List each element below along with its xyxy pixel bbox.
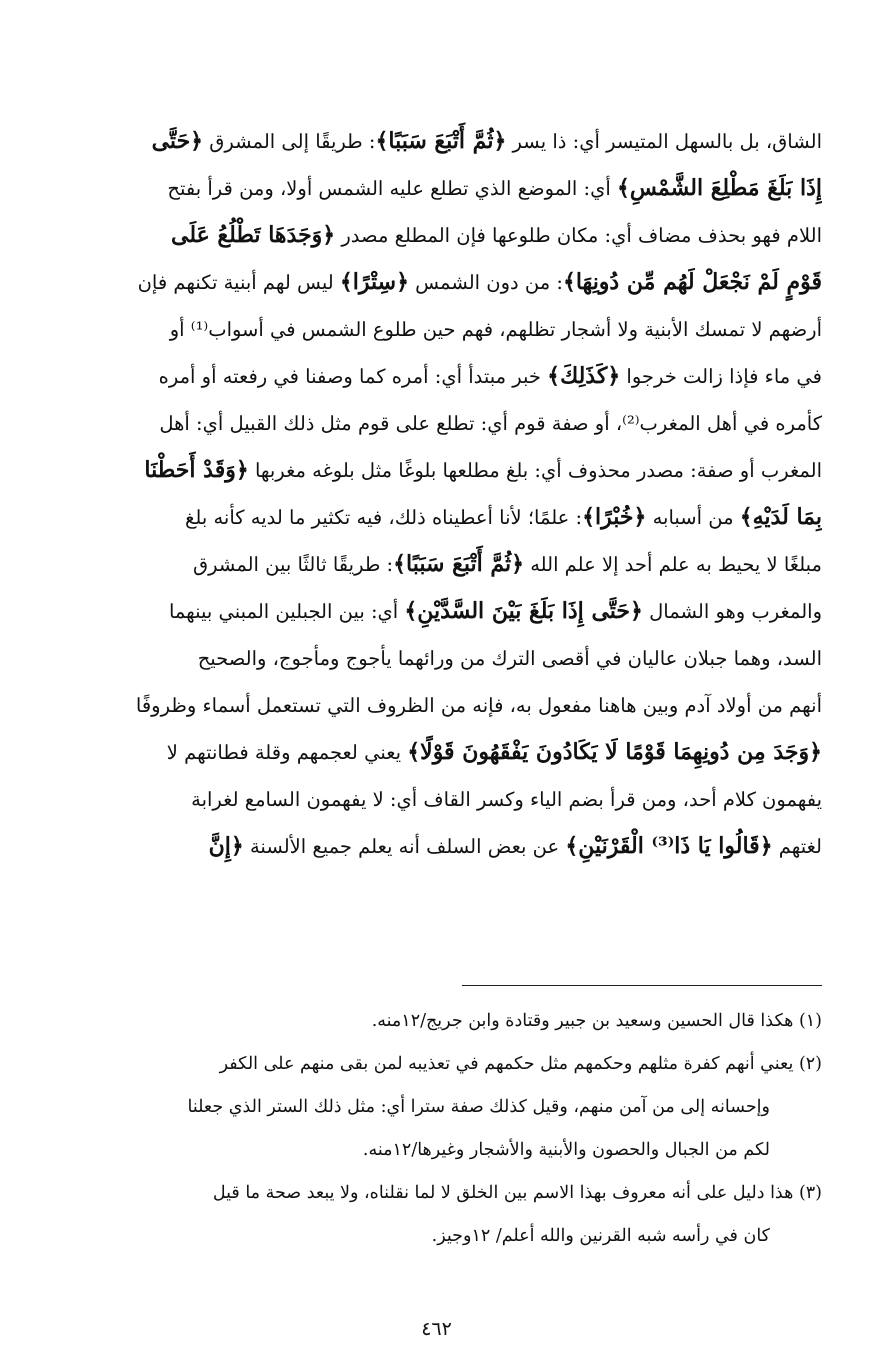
commentary-text: : من دون الشمس xyxy=(408,271,563,294)
text-line xyxy=(50,118,822,165)
commentary-text: أرضهم لا تمسك الأبنية ولا أشجار تظلهم، فهم حين طلوع الشمس في أسواب⁽¹⁾ أو xyxy=(169,318,822,341)
quran-quote: ﴿ثُمَّ أَتْبَعَ سَبَبًا﴾ xyxy=(393,551,525,577)
quran-quote: بِمَا لَدَيْهِ﴾ xyxy=(739,504,822,530)
quran-quote: ﴿حَتَّى xyxy=(151,128,204,154)
footnote-line xyxy=(50,1172,822,1215)
quran-quote: إِذَا بَلَغَ مَطْلِعَ الشَّمْسِ﴾ xyxy=(616,175,822,201)
quran-quote: ﴿إِنَّ xyxy=(208,833,244,859)
commentary-text: السد، وهما جبلان عاليان في أقصى الترك من ورائهما يأجوج ومأجوج، والصحيح xyxy=(197,647,822,670)
text-line xyxy=(50,494,822,541)
footnote xyxy=(50,1172,822,1258)
commentary-text: اللام فهو بحذف مضاف أي: مكان طلوعها فإن المطلع مصدر xyxy=(335,224,822,247)
text-line xyxy=(50,447,822,494)
commentary-text: الشاق، بل بالسهل المتيسر أي: ذا يسر xyxy=(506,130,822,153)
footnote-text: لكم من الجبال والحصون والأبنية والأشجار وغيرها/١٢منه. xyxy=(362,1140,770,1160)
text-line xyxy=(50,212,822,259)
commentary-text: مبلغًا لا يحيط به علم أحد إلا علم الله xyxy=(524,553,822,576)
commentary-text: لغتهم xyxy=(772,835,822,858)
main-text-block xyxy=(50,118,822,870)
text-line xyxy=(50,776,822,823)
footnote-line xyxy=(50,1043,822,1086)
commentary-text: يعني لعجمهم وقلة فطانتهم لا xyxy=(166,741,408,764)
quran-quote: ﴿قَالُوا يَا ذَا⁽³⁾ الْقَرْنَيْنِ﴾ xyxy=(565,833,773,859)
text-line xyxy=(50,541,822,588)
text-line xyxy=(50,353,822,400)
commentary-text: : علمًا؛ لأنا أعطيناه ذلك، فيه تكثير ما لديه كأنه بلغ xyxy=(185,506,583,529)
quran-quote: ﴿وَجَدَهَا تَطْلُعُ عَلَى xyxy=(170,222,336,248)
commentary-text: خبر مبتدأ أي: أمره كما وصفنا في رفعته أو أمره xyxy=(158,365,548,388)
commentary-text: أنهم من أولاد آدم وبين هاهنا مفعول به، فإنه من الظروف التي تستعمل أسماء وظروفًا xyxy=(135,694,822,717)
quran-quote: ﴿وَجَدَ مِن دُونِهِمَا قَوْمًا لَا يَكَادُونَ يَفْقَهُونَ قَوْلًا﴾ xyxy=(407,739,822,765)
quran-quote: ﴿حَتَّى إِذَا بَلَغَ بَيْنَ السَّدَّيْنِ﴾ xyxy=(404,598,643,624)
footnote-line xyxy=(50,1215,822,1258)
footnote-number: (٢) xyxy=(798,1054,822,1074)
commentary-text: : طريقًا ثالثًا بين المشرق xyxy=(193,553,394,576)
footnote-text: كان في رأسه شبه القرنين والله أعلم/ ١٢وجيز. xyxy=(431,1226,770,1246)
text-line xyxy=(50,400,822,447)
footnote-number: (٣) xyxy=(798,1183,822,1203)
text-line xyxy=(50,588,822,635)
footnotes-block xyxy=(50,1000,822,1258)
page-number: ٤٦٢ xyxy=(421,1318,452,1340)
text-line xyxy=(50,682,822,729)
footnote-line xyxy=(50,1086,822,1129)
footnote-text: هذا دليل على أنه معروف بهذا الاسم بين الخلق لا لما نقلناه، ولا يبعد صحة ما قيل xyxy=(212,1183,794,1203)
footnote-line xyxy=(50,1000,822,1043)
footnote-text: هكذا قال الحسين وسعيد بن جبير وقتادة وابن جريج/١٢منه. xyxy=(371,1011,794,1031)
commentary-text: في ماء فإذا زالت خرجوا xyxy=(620,365,822,388)
commentary-text: عن بعض السلف أنه يعلم جميع الألسنة xyxy=(243,835,566,858)
text-line xyxy=(50,306,822,353)
footnote-text: وإحسانه إلى من آمن منهم، وقيل كذلك صفة سترا أي: مثل ذلك الستر الذي جعلنا xyxy=(187,1097,770,1117)
footnote xyxy=(50,1043,822,1172)
commentary-text: : طريقًا إلى المشرق xyxy=(203,130,376,153)
footnote-number: (١) xyxy=(798,1011,822,1031)
text-line xyxy=(50,259,822,306)
commentary-text: أي: بين الجبلين المبني بينهما xyxy=(168,600,405,623)
commentary-text: كأمره في أهل المغرب⁽²⁾، أو صفة قوم أي: تطلع على قوم مثل ذلك القبيل أي: أهل xyxy=(159,412,822,435)
quran-quote: قَوْمٍ لَمْ نَجْعَلْ لَهُم مِّن دُونِهَا﴾ xyxy=(562,269,822,295)
quran-quote: ﴿وَقَدْ أَحَطْنَا xyxy=(144,457,249,483)
commentary-text: والمغرب وهو الشمال xyxy=(642,600,822,623)
commentary-text: ليس لهم أبنية تكنهم فإن xyxy=(137,271,340,294)
quran-quote: ﴿سِتْرًا﴾ xyxy=(339,269,409,295)
quran-quote: ﴿ثُمَّ أَتْبَعَ سَبَبًا﴾ xyxy=(375,128,507,154)
text-line xyxy=(50,635,822,682)
quran-quote: ﴿كَذَلِكَ﴾ xyxy=(547,363,621,389)
commentary-text: يفهمون كلام أحد، ومن قرأ بضم الياء وكسر القاف أي: لا يفهمون السامع لغرابة xyxy=(191,788,822,811)
text-line xyxy=(50,165,822,212)
commentary-text: أي: الموضع الذي تطلع عليه الشمس أولا، ومن قرأ بفتح xyxy=(167,177,617,200)
text-line xyxy=(50,729,822,776)
quran-quote: ﴿خُبْرًا﴾ xyxy=(582,504,647,530)
footnote-separator xyxy=(462,985,822,986)
text-line xyxy=(50,823,822,870)
footnote xyxy=(50,1000,822,1043)
footnote-line xyxy=(50,1129,822,1172)
commentary-text: من أسبابه xyxy=(646,506,740,529)
commentary-text: المغرب أو صفة: مصدر محذوف أي: بلغ مطلعها بلوغًا مثل بلوغه مغربها xyxy=(248,459,822,482)
footnote-text: يعني أنهم كفرة مثلهم وحكمهم مثل حكمهم في تعذيبه لمن بقى منهم على الكفر xyxy=(219,1054,794,1074)
